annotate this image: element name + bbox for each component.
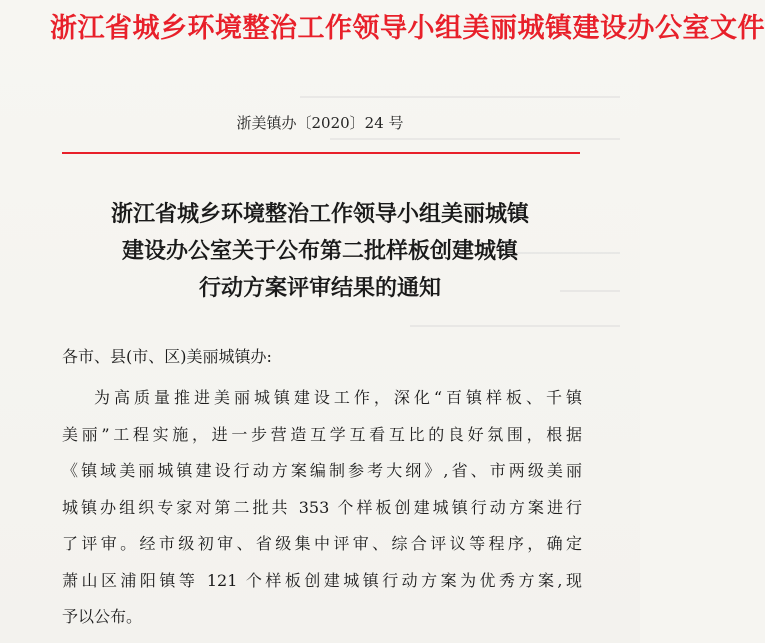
- body-line: 萧山区浦阳镇等 121 个样板创建城镇行动方案为优秀方案,现: [62, 570, 582, 590]
- body-line: 《镇域美丽城镇建设行动方案编制参考大纲》,省、市两级美丽: [62, 461, 582, 480]
- body-line: 城镇办组织专家对第二批共 353 个样板创建城镇行动方案进行: [62, 497, 582, 517]
- notice-title-line: 建设办公室关于公布第二批样板创建城镇: [121, 239, 518, 264]
- body-line: 美丽”工程实施，进一步营造互学互看互比的良好氛围，根据: [62, 424, 582, 444]
- scan-bleed-through: [330, 138, 620, 140]
- notice-title: [40, 196, 600, 307]
- scan-bleed-through: [410, 325, 620, 327]
- body-line: 了评审。经市级初审、省级集中评审、综合评议等程序，确定: [62, 534, 582, 553]
- body-line: 为高质量推进美丽城镇建设工作，深化“百镇样板、千镇: [94, 388, 582, 407]
- scan-bleed-through: [300, 96, 620, 98]
- salutation: 各市、县(市、区)美丽城镇办:: [62, 347, 272, 366]
- document-number: 浙美镇办〔2020〕24 号: [236, 114, 404, 132]
- notice-title-line: 行动方案评审结果的通知: [198, 276, 441, 301]
- body-line: 予以公布。: [62, 607, 143, 626]
- notice-title-line: 浙江省城乡环境整治工作领导小组美丽城镇: [110, 202, 529, 227]
- document-header-title: 浙江省城乡环境整治工作领导小组美丽城镇建设办公室文件: [50, 13, 765, 44]
- body-paragraph: [62, 380, 582, 636]
- red-separator-line: [62, 152, 580, 154]
